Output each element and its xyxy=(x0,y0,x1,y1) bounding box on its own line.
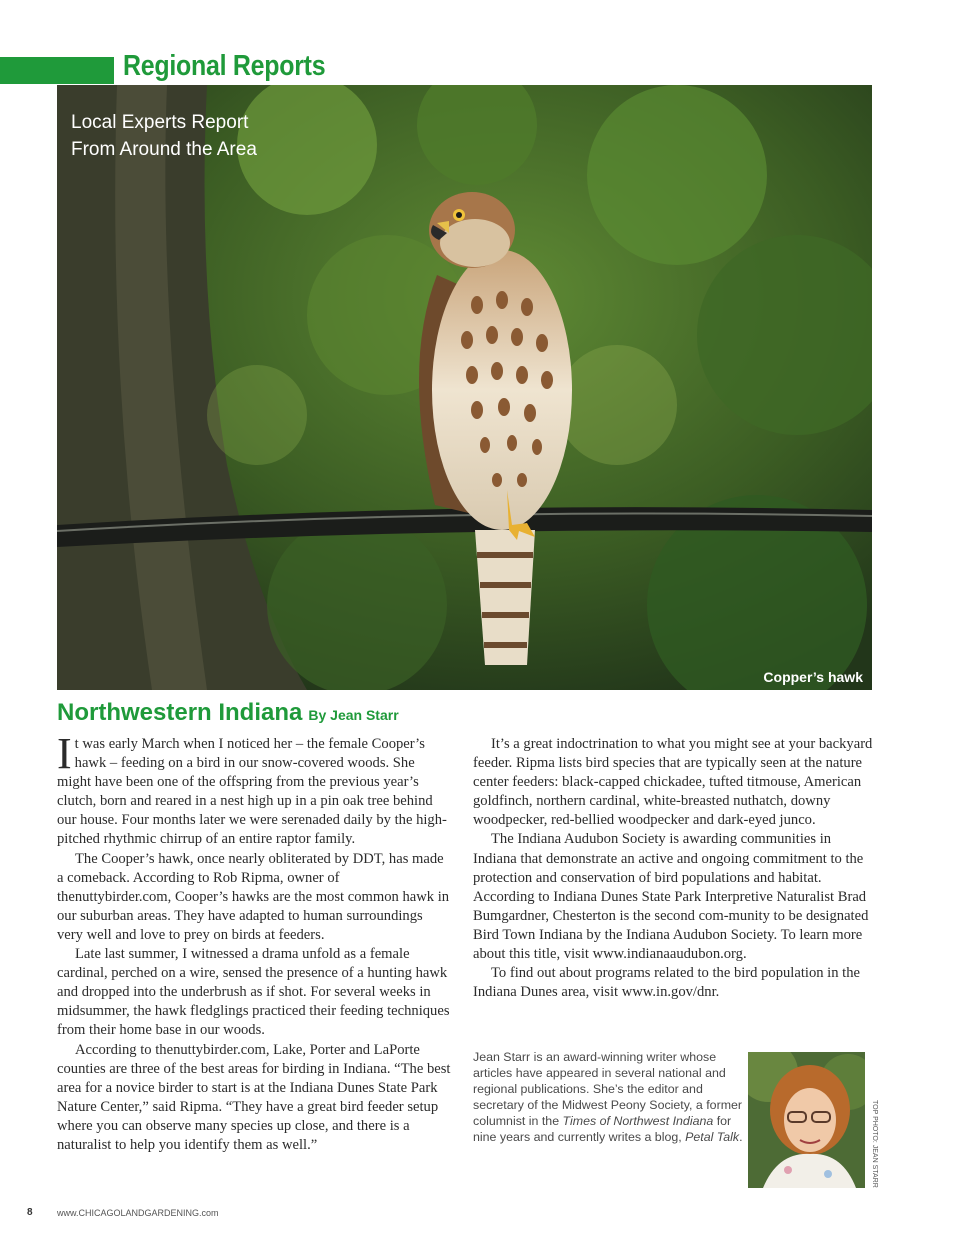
author-photo xyxy=(748,1052,865,1188)
region-title: Northwestern Indiana xyxy=(57,699,303,726)
hawk-photo-illustration xyxy=(57,85,872,690)
hero-photo xyxy=(57,85,872,690)
section-color-bar xyxy=(0,57,114,84)
byline: By Jean Starr xyxy=(308,707,399,723)
photo-caption: Copper’s hawk xyxy=(763,669,863,685)
photo-credit: TOP PHOTO: JEAN STARR xyxy=(871,1100,878,1188)
page-number: 8 xyxy=(27,1207,33,1218)
author-bio: Jean Starr is an award-winning writer whose articles have appeared in several national and regional publications. She’s the editor and secretary of the Midwest Peony Society, a former columnist in the Times of Northwest Indiana for nine years and currently writes a blog, Petal Talk. xyxy=(473,1050,743,1144)
section-title: Regional Reports xyxy=(123,50,326,82)
photo-tagline: Local Experts Report From Around the Area xyxy=(71,112,257,160)
footer-url: www.CHICAGOLANDGARDENING.com xyxy=(57,1208,219,1218)
article-paragraph: The Indiana Audubon Society is awarding communities in Indiana that demonstrate an active and ongoing commitment to the protection and conservation of bird populations and habitat. According to Indiana Dunes State Park Interpretive Naturalist Brad Bumgardner, Chesterton is the second com-munity to be designated Bird Town Indiana by the Indiana Audubon Society. To learn more about this title, visit www.indianaaudubon.org. xyxy=(473,831,869,963)
article-paragraph: According to thenuttybirder.com, Lake, Porter and LaPorte counties are three of the best areas for birding in Indiana. “The best area for a novice birder to start is at the Indiana Dunes State Park Nature Center,” said Ripma. “They have a great bird feeder setup where you can observe many species up close, and there is a naturalist to help you identify them as well.” xyxy=(57,1041,451,1153)
article-paragraph: It’s a great indoctrination to what you might see at your backyard feeder. Ripma lists bird species that are typically seen at the nature center feeders: black-capped chickadee, tufted titmouse, American goldfinch, northern cardinal, white-breasted nuthatch, downy woodpecker, red-bellied woodpecker and dark-eyed junco. xyxy=(473,736,873,829)
drop-cap: I xyxy=(57,729,72,778)
article-paragraph: The Cooper’s hawk, once nearly obliterated by DDT, has made a comeback. According to Rob Ripma, owner of thenuttybirder.com, Cooper’s hawks are the most common hawk in our suburban areas. They have adapted to human surroundings very well and love to prey on birds at feeders. xyxy=(57,850,450,943)
article-paragraph: Late last summer, I witnessed a drama unfold as a female cardinal, perched on a wire, sensed the presence of a hunting hawk and dropped into the underbrush as if shot. For several weeks in midsummer, the hawk fledglings practiced their feeding techniques from their home base in our woods. xyxy=(57,946,450,1039)
article-paragraph: It was early March when I noticed her – the female Cooper’s hawk – feeding on a bird in our snow-covered woods. She might have been one of the offspring from the previous year’s clutch, born and reared in a nest high up in a pin oak tree behind our house. Four months later we were serenaded daily by the high-pitched rhythmic chirrup of an entire raptor family. xyxy=(57,729,447,848)
article-column-left xyxy=(57,729,452,1155)
article-column-right xyxy=(473,735,873,1002)
author-portrait-illustration xyxy=(748,1052,865,1188)
article-heading xyxy=(57,699,399,727)
article-paragraph: To find out about programs related to the bird population in the Indiana Dunes area, visit www.in.gov/dnr. xyxy=(473,965,861,1001)
